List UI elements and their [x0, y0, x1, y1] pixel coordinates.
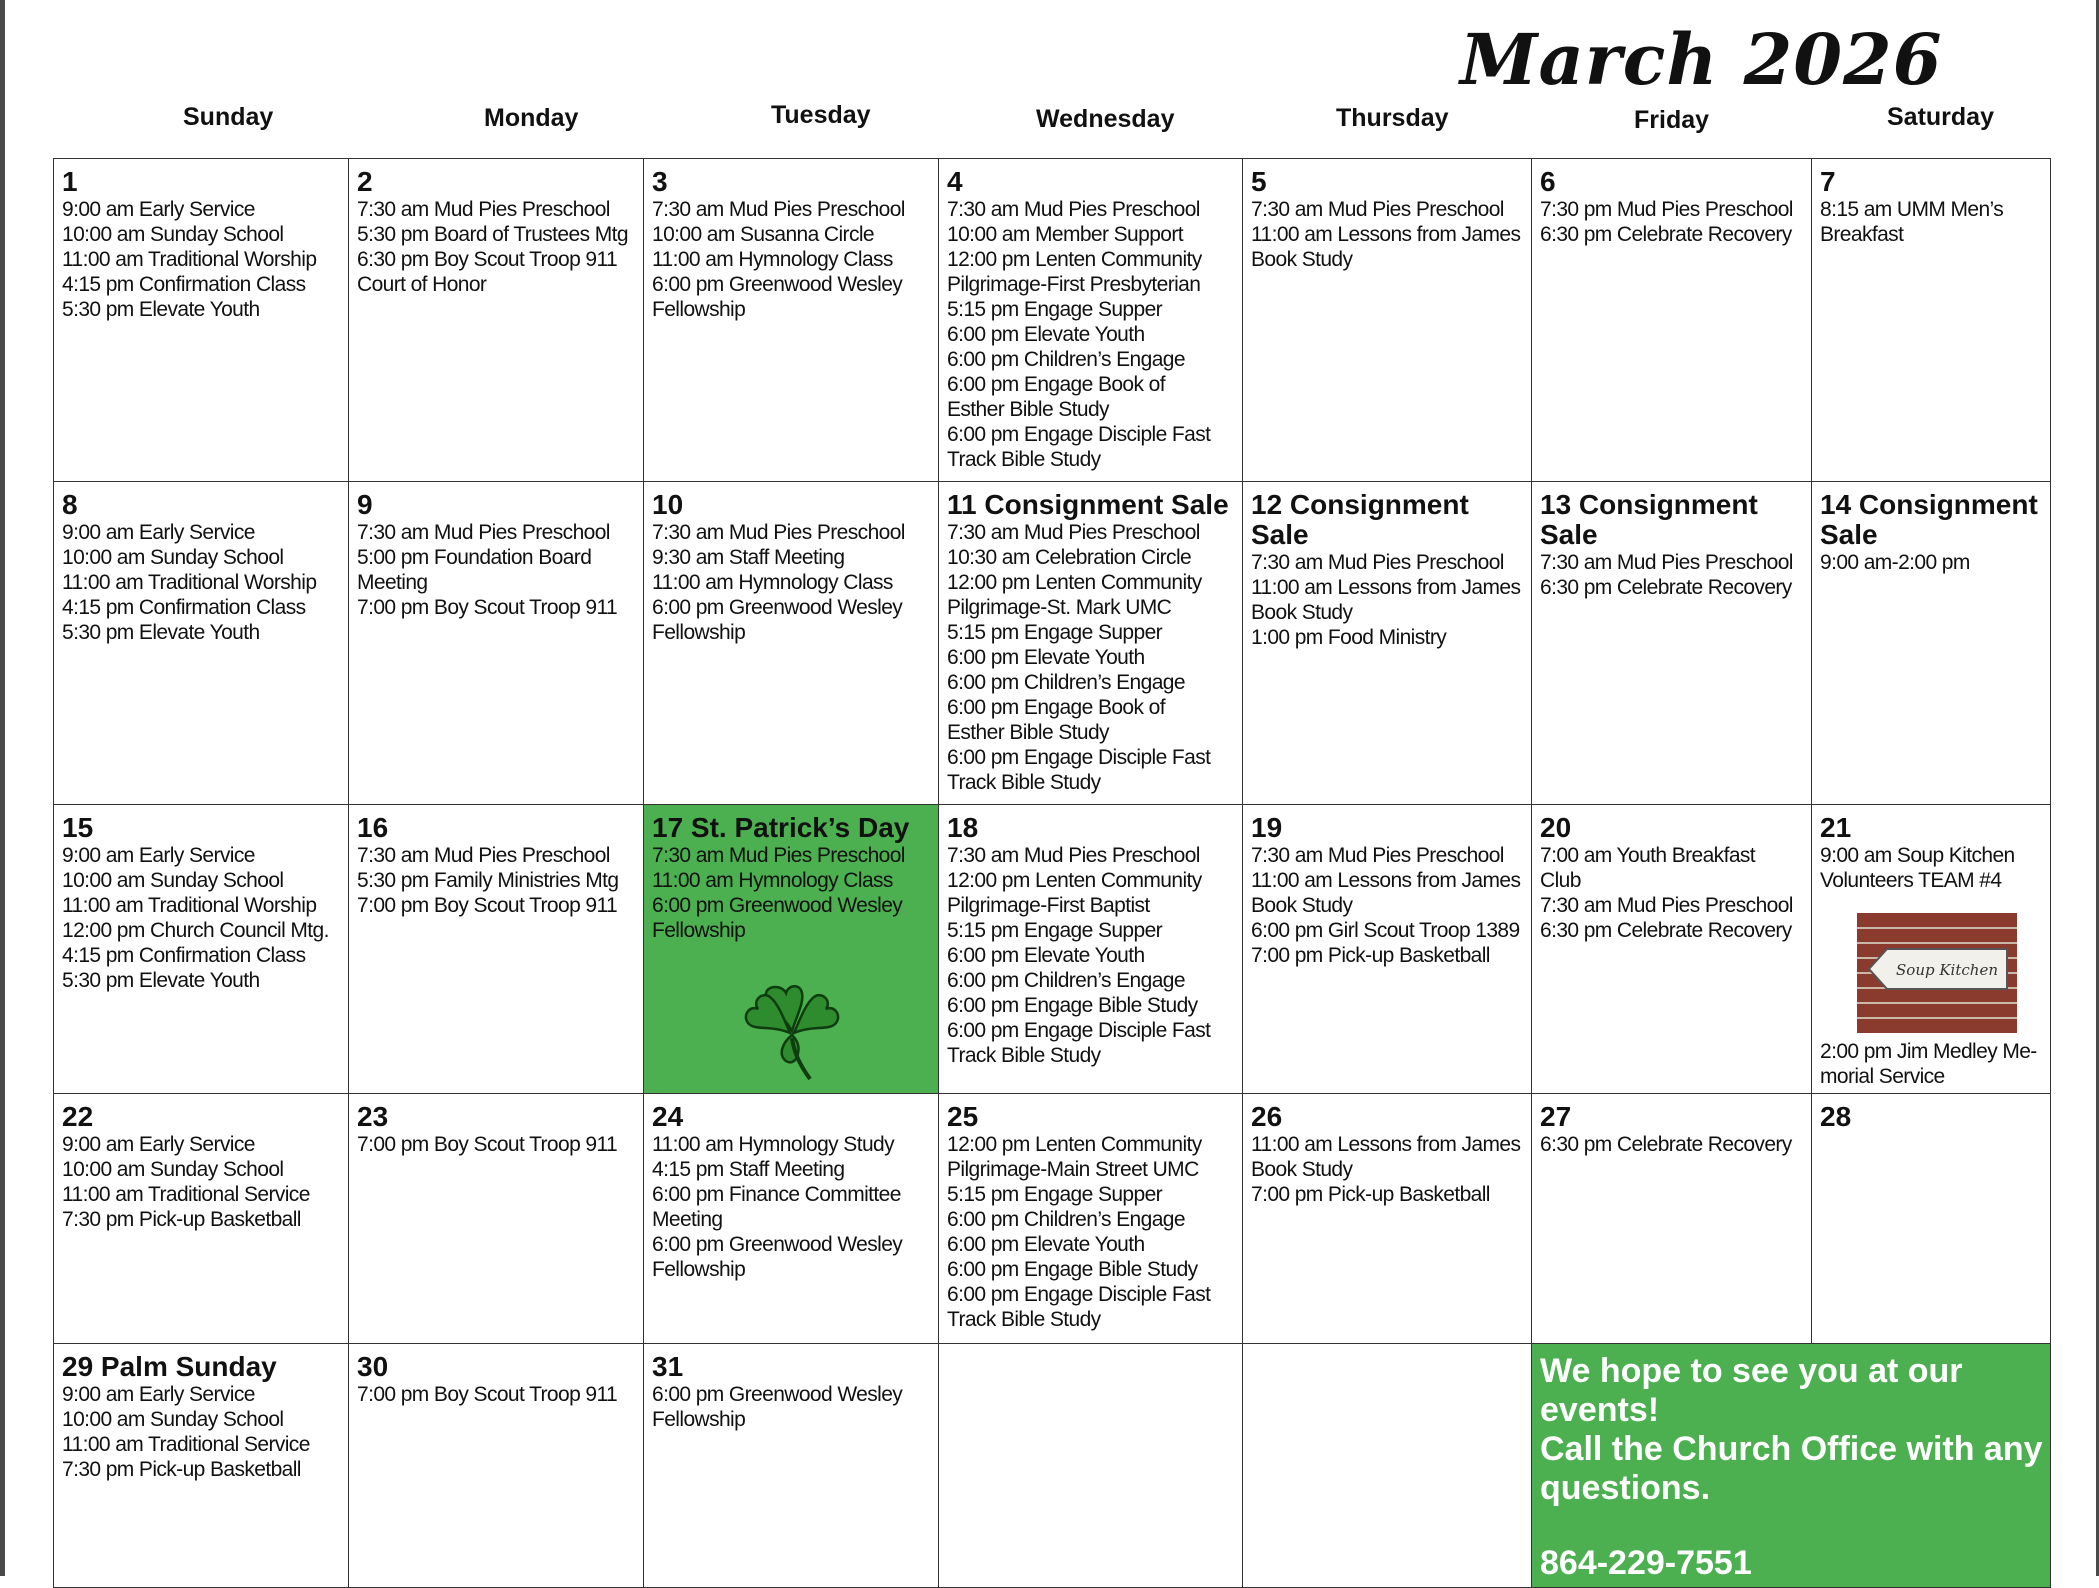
day-cell-15	[54, 805, 349, 1094]
day-events: 7:00 pm Boy Scout Troop 911	[357, 1383, 618, 1406]
day-events: 9:00 am Early Service 10:00 am Sunday School 11:00 am Traditional Worship 4:15 pm Confirmation Class 5:30 pm Elevate Youth	[62, 198, 317, 321]
day-cell-25	[939, 1094, 1243, 1344]
day-cell-31	[644, 1344, 939, 1588]
day-events: 6:30 pm Celebrate Recovery	[1540, 1133, 1792, 1156]
day-events: 8:15 am UMM Men’s Breakfast	[1820, 198, 2004, 246]
day-number: 7	[1820, 166, 1836, 197]
day-number: 18	[947, 812, 979, 843]
weekday-friday: Friday	[1634, 106, 1710, 134]
church-office-phone: 864-229-7551	[1540, 1544, 1752, 1582]
day-cell-4	[939, 159, 1243, 482]
day-events: 7:30 am Mud Pies Preschool 11:00 am Lessons from James Book Study 6:00 pm Girl Scout Troop 1389 7:00 pm Pick-up Basketball	[1251, 844, 1521, 967]
day-number: 20	[1540, 812, 1572, 843]
day-events: 7:30 am Mud Pies Preschool 11:00 am Hymnology Class 6:00 pm Greenwood Wesley Fellowship	[652, 844, 905, 942]
day-events: 7:30 am Mud Pies Preschool 10:00 am Member Support 12:00 pm Lenten Community Pilgrimage-First Presbyterian 5:15 pm Engage Supper 6:00 pm Elevate Youth 6:00 pm Children’s Engage 6:00 pm Engage Book of Esther Bible Study 6:00 pm Engage Disciple Fast Track Bible Study	[947, 198, 1211, 471]
day-events: 7:30 am Mud Pies Preschool 11:00 am Lessons from James Book Study	[1251, 198, 1521, 271]
day-number: 23	[357, 1101, 389, 1132]
day-cell-11	[939, 482, 1243, 805]
day-cell-24	[644, 1094, 939, 1344]
day-cell-7	[1812, 159, 2051, 482]
weekday-sunday: Sunday	[183, 103, 274, 131]
day-cell-5	[1243, 159, 1532, 482]
day-cell-9	[349, 482, 644, 805]
day-events: 9:00 am Early Service 10:00 am Sunday School 11:00 am Traditional Service 7:30 pm Pick-up Basketball	[62, 1133, 310, 1231]
day-number: 5	[1251, 166, 1267, 197]
weekday-saturday: Saturday	[1887, 103, 1994, 131]
empty-cell	[1243, 1344, 1532, 1588]
day-cell-10	[644, 482, 939, 805]
day-events-afternoon: 2:00 pm Jim Medley Me- morial Service	[1820, 1040, 2037, 1088]
day-cell-22	[54, 1094, 349, 1344]
weekday-wednesday: Wednesday	[1036, 105, 1175, 133]
day-cell-19	[1243, 805, 1532, 1094]
day-events: 7:30 am Mud Pies Preschool 10:30 am Celebration Circle 12:00 pm Lenten Community Pilgrimage-St. Mark UMC 5:15 pm Engage Supper 6:00 pm Elevate Youth 6:00 pm Children’s Engage 6:00 pm Engage Book of Esther Bible Study 6:00 pm Engage Disciple Fast Track Bible Study	[947, 521, 1211, 794]
day-cell-12	[1243, 482, 1532, 805]
day-events: 12:00 pm Lenten Community Pilgrimage-Main Street UMC 5:15 pm Engage Supper 6:00 pm Children’s Engage 6:00 pm Elevate Youth 6:00 pm Engage Bible Study 6:00 pm Engage Disciple Fast Track Bible Study	[947, 1133, 1211, 1331]
day-number: 14 Consignment Sale	[1820, 489, 2038, 550]
day-events: 11:00 am Lessons from James Book Study 7:00 pm Pick-up Basketball	[1251, 1133, 1521, 1206]
day-cell-20	[1532, 805, 1812, 1094]
day-number: 29 Palm Sunday	[62, 1351, 277, 1382]
day-cell-1	[54, 159, 349, 482]
day-number: 13 Consignment Sale	[1540, 489, 1758, 550]
day-events: 7:30 am Mud Pies Preschool 11:00 am Lessons from James Book Study 1:00 pm Food Ministry	[1251, 551, 1521, 649]
day-number: 19	[1251, 812, 1283, 843]
day-cell-21	[1812, 805, 2051, 1094]
day-number: 30	[357, 1351, 389, 1382]
calendar-grid	[53, 158, 2051, 1588]
day-number: 24	[652, 1101, 684, 1132]
day-events: 7:00 am Youth Breakfast Club 7:30 am Mud Pies Preschool 6:30 pm Celebrate Recovery	[1540, 844, 1793, 942]
day-cell-8	[54, 482, 349, 805]
day-cell-13	[1532, 482, 1812, 805]
weekday-monday: Monday	[484, 104, 579, 132]
day-number: 21	[1820, 812, 1852, 843]
day-cell-2	[349, 159, 644, 482]
day-cell-29	[54, 1344, 349, 1588]
day-number: 3	[652, 166, 668, 197]
contact-message: We hope to see you at our events! Call the Church Office with any questions.	[1540, 1352, 2043, 1507]
day-number: 11 Consignment Sale	[947, 489, 1229, 520]
soup-kitchen-sign	[1857, 913, 2017, 1033]
day-cell-14	[1812, 482, 2051, 805]
day-number: 17 St. Patrick’s Day	[652, 812, 910, 843]
day-number: 22	[62, 1101, 94, 1132]
contact-message-box	[1532, 1344, 2051, 1588]
weekday-tuesday: Tuesday	[771, 101, 871, 129]
day-events: 9:00 am Early Service 10:00 am Sunday School 11:00 am Traditional Worship 4:15 pm Confirmation Class 5:30 pm Elevate Youth	[62, 521, 317, 644]
day-events: 9:00 am Early Service 10:00 am Sunday School 11:00 am Traditional Worship 12:00 pm Church Council Mtg. 4:15 pm Confirmation Class 5:30 pm Elevate Youth	[62, 844, 329, 992]
day-events: 7:30 am Mud Pies Preschool 5:30 pm Board of Trustees Mtg 6:30 pm Boy Scout Troop 911 Court of Honor	[357, 198, 628, 296]
day-cell-17	[644, 805, 939, 1094]
day-number: 28	[1820, 1101, 1852, 1132]
day-number: 4	[947, 166, 963, 197]
day-number: 8	[62, 489, 78, 520]
day-cell-26	[1243, 1094, 1532, 1344]
empty-cell	[939, 1344, 1243, 1588]
day-number: 9	[357, 489, 373, 520]
day-cell-18	[939, 805, 1243, 1094]
day-events: 6:00 pm Greenwood Wesley Fellowship	[652, 1383, 903, 1431]
day-cell-27	[1532, 1094, 1812, 1344]
day-number: 6	[1540, 166, 1556, 197]
day-events: 9:00 am Soup Kitchen Volunteers TEAM #4	[1820, 844, 2015, 892]
day-number: 1	[62, 166, 78, 197]
shamrock-icon	[742, 983, 842, 1083]
day-events: 7:30 am Mud Pies Preschool 12:00 pm Lenten Community Pilgrimage-First Baptist 5:15 pm Engage Supper 6:00 pm Elevate Youth 6:00 pm Children’s Engage 6:00 pm Engage Bible Study 6:00 pm Engage Disciple Fast Track Bible Study	[947, 844, 1211, 1067]
day-number: 12 Consignment Sale	[1251, 489, 1469, 550]
day-number: 10	[652, 489, 684, 520]
day-number: 2	[357, 166, 373, 197]
day-events: 9:00 am Early Service 10:00 am Sunday School 11:00 am Traditional Service 7:30 pm Pick-up Basketball	[62, 1383, 310, 1481]
day-number: 25	[947, 1101, 979, 1132]
day-number: 26	[1251, 1101, 1283, 1132]
day-cell-28	[1812, 1094, 2051, 1344]
day-number: 15	[62, 812, 94, 843]
day-cell-3	[644, 159, 939, 482]
day-events: 7:30 am Mud Pies Preschool 10:00 am Susanna Circle 11:00 am Hymnology Class 6:00 pm Greenwood Wesley Fellowship	[652, 198, 905, 321]
day-events: 11:00 am Hymnology Study 4:15 pm Staff Meeting 6:00 pm Finance Committee Meeting 6:00 pm Greenwood Wesley Fellowship	[652, 1133, 903, 1281]
day-events: 7:00 pm Boy Scout Troop 911	[357, 1133, 618, 1156]
day-cell-16	[349, 805, 644, 1094]
left-edge-bar	[0, 0, 5, 1576]
day-events: 7:30 am Mud Pies Preschool 6:30 pm Celebrate Recovery	[1540, 551, 1793, 599]
day-cell-6	[1532, 159, 1812, 482]
calendar-title: March 2026	[1460, 18, 1943, 101]
day-events: 7:30 am Mud Pies Preschool 9:30 am Staff Meeting 11:00 am Hymnology Class 6:00 pm Greenwood Wesley Fellowship	[652, 521, 905, 644]
day-events: 7:30 pm Mud Pies Preschool 6:30 pm Celebrate Recovery	[1540, 198, 1793, 246]
day-events: 9:00 am-2:00 pm	[1820, 551, 1970, 574]
day-number: 27	[1540, 1101, 1572, 1132]
day-cell-23	[349, 1094, 644, 1344]
day-cell-30	[349, 1344, 644, 1588]
day-number: 16	[357, 812, 389, 843]
svg-text:Soup Kitchen: Soup Kitchen	[1896, 961, 1998, 979]
weekday-thursday: Thursday	[1336, 104, 1449, 132]
day-events: 7:30 am Mud Pies Preschool 5:30 pm Family Ministries Mtg 7:00 pm Boy Scout Troop 911	[357, 844, 619, 917]
day-number: 31	[652, 1351, 684, 1382]
day-events: 7:30 am Mud Pies Preschool 5:00 pm Foundation Board Meeting 7:00 pm Boy Scout Troop 911	[357, 521, 618, 619]
